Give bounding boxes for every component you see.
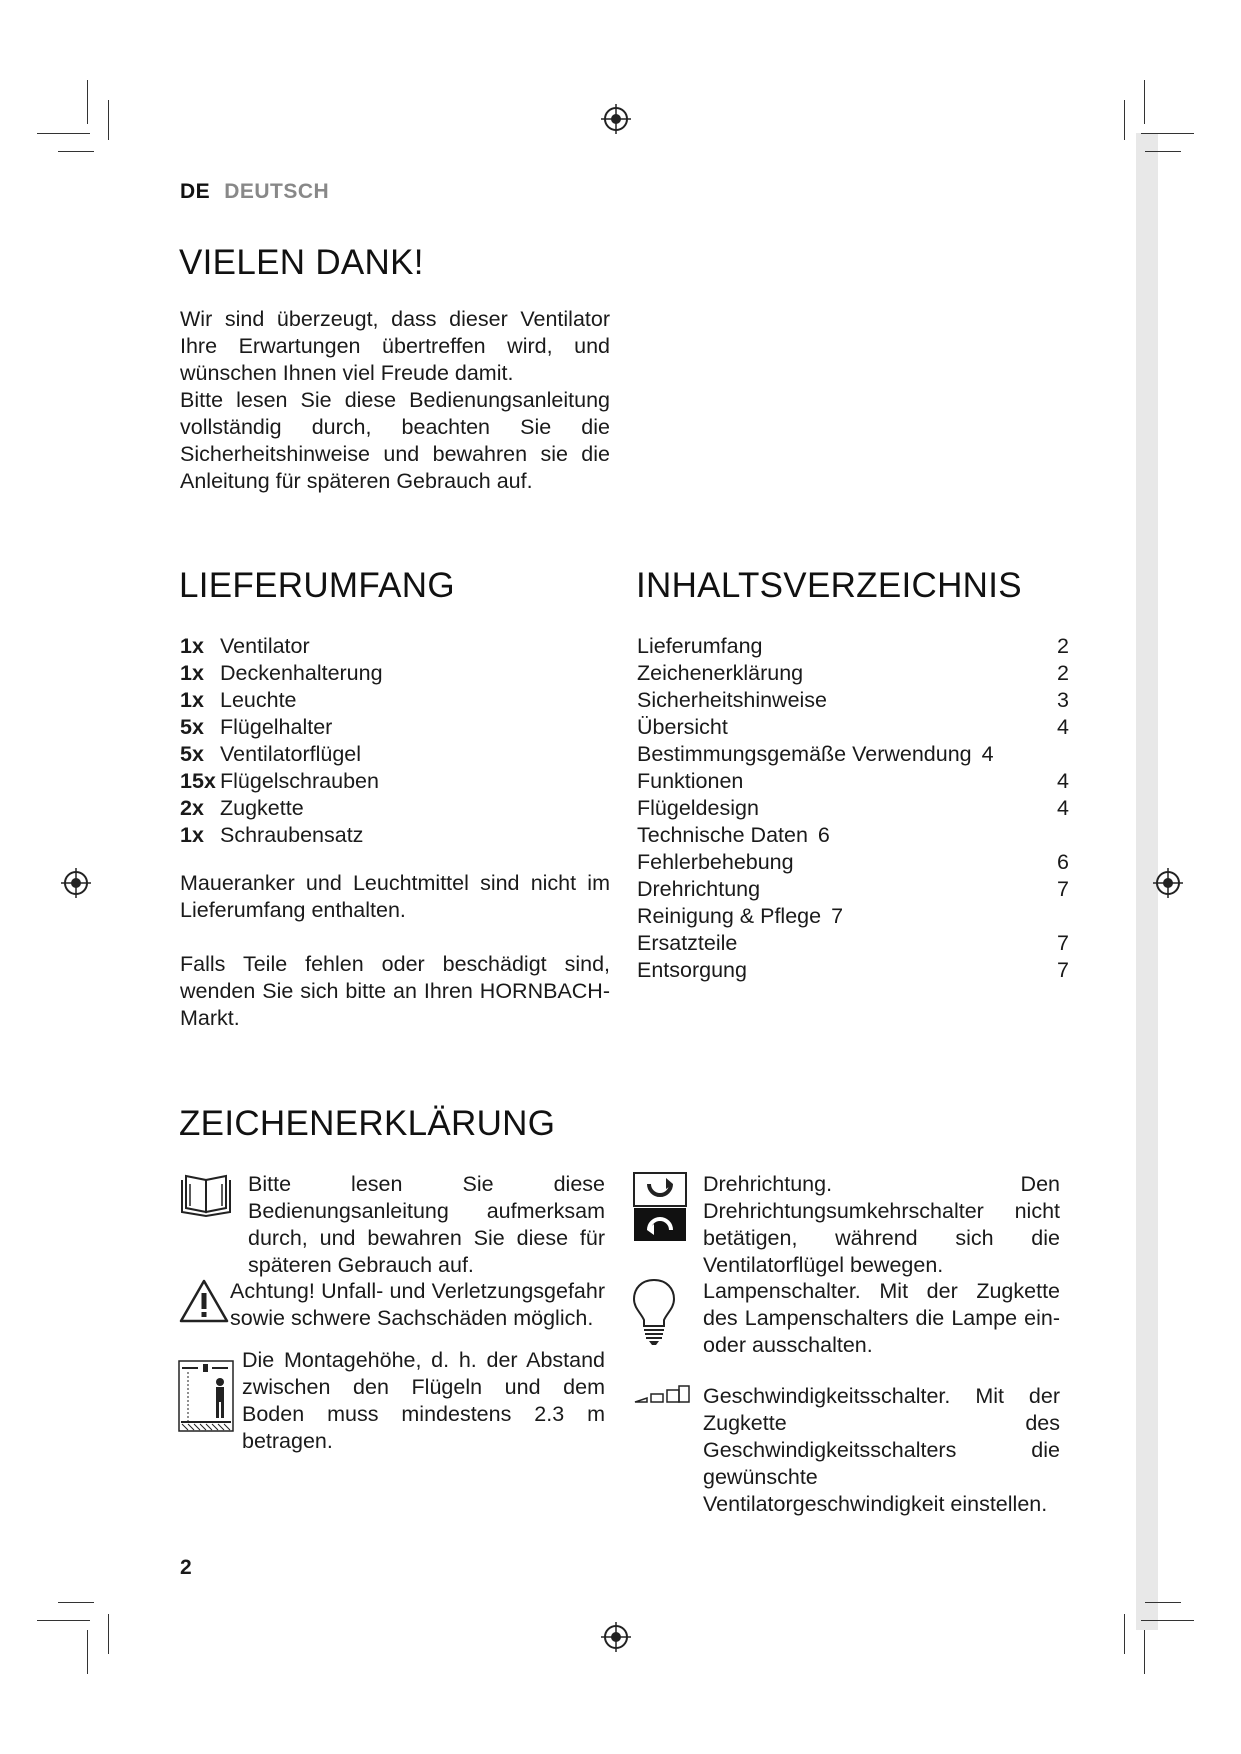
toc-list	[637, 633, 1069, 984]
delivery-title: LIEFERUMFANG	[179, 566, 455, 605]
toc-title: INHALTSVERZEICHNIS	[636, 566, 1022, 605]
list-item: 1x Deckenhalterung	[180, 661, 383, 685]
delivery-list	[180, 633, 600, 849]
registration-mark-icon	[61, 868, 91, 898]
toc-entry[interactable]: Reinigung & Pflege 7	[637, 904, 844, 928]
legend-text-rotation: Drehrichtung. Den Drehrichtungsumkehrschalter nicht betätigen, während sich die Ventilatorflügel bewegen.	[703, 1172, 1060, 1277]
list-item: 5x Flügelhalter	[180, 715, 333, 739]
toc-entry[interactable]: Zeichenerklärung 2	[637, 661, 1069, 685]
delivery-note-1: Maueranker und Leuchtmittel sind nicht im Lieferumfang enthalten.	[180, 871, 610, 922]
toc-entry[interactable]: Funktionen 4	[637, 769, 1069, 793]
book-icon	[178, 1172, 234, 1220]
light-bulb-icon	[632, 1278, 676, 1346]
toc-entry[interactable]: Fehlerbehebung 6	[637, 850, 1069, 874]
thanks-paragraph-2: Bitte lesen Sie diese Bedienungsanleitung vollständig durch, beachten Sie die Sicherheitshinweise und bewahren sie die Anleitung für späteren Gebrauch auf.	[180, 388, 610, 493]
legend-text-mounting-height: Die Montagehöhe, d. h. der Abstand zwischen den Flügeln und dem Boden muss mindestens 2.3 m betragen.	[242, 1348, 605, 1453]
speed-switch-icon	[633, 1384, 691, 1404]
language-header	[180, 180, 329, 204]
legend-text-light: Lampenschalter. Mit der Zugkette des Lampenschalters die Lampe ein- oder ausschalten.	[703, 1279, 1060, 1357]
delivery-note-2: Falls Teile fehlen oder beschädigt sind, wenden Sie sich bitte an Ihren HORNBACH-Markt.	[180, 952, 610, 1030]
legend-text-warning: Achtung! Unfall- und Verletzungsgefahr sowie schwere Sachschäden möglich.	[230, 1279, 605, 1330]
list-item: 1x Leuchte	[180, 688, 297, 712]
toc-entry[interactable]: Entsorgung 7	[637, 958, 1069, 982]
rotation-direction-icon	[633, 1172, 687, 1242]
list-item: 5x Ventilatorflügel	[180, 742, 362, 766]
toc-entry[interactable]: Technische Daten 6	[637, 823, 830, 847]
registration-mark-icon	[1153, 868, 1183, 898]
language-code: DE	[180, 180, 211, 203]
registration-mark-icon	[601, 104, 631, 134]
warning-triangle-icon	[178, 1278, 230, 1324]
legend-title: ZEICHENERKLÄRUNG	[179, 1104, 556, 1143]
mounting-height-icon	[178, 1360, 234, 1432]
list-item: 1x Schraubensatz	[180, 823, 364, 847]
list-item: 1x Ventilator	[180, 634, 310, 658]
toc-entry[interactable]: Bestimmungsgemäße Verwendung 4	[637, 742, 994, 766]
toc-entry[interactable]: Ersatzteile 7	[637, 931, 1069, 955]
thanks-title: VIELEN DANK!	[179, 243, 424, 282]
language-name: DEUTSCH	[224, 180, 330, 203]
legend-text-book: Bitte lesen Sie diese Bedienungsanleitung aufmerksam durch, und bewahren Sie diese für späteren Gebrauch auf.	[248, 1172, 605, 1277]
toc-entry[interactable]: Sicherheitshinweise 3	[637, 688, 1069, 712]
toc-entry[interactable]: Flügeldesign 4	[637, 796, 1069, 820]
list-item: 15x Flügelschrauben	[180, 769, 379, 793]
toc-entry[interactable]: Lieferumfang 2	[637, 634, 1069, 658]
toc-entry[interactable]: Übersicht 4	[637, 715, 1069, 739]
thanks-text	[180, 306, 610, 495]
legend-text-speed: Geschwindigkeitsschalter. Mit der Zugkette des Geschwindigkeitsschalters die gewünschte Ventilatorgeschwindigkeit einstellen.	[703, 1384, 1060, 1516]
list-item: 2x Zugkette	[180, 796, 304, 820]
page-number: 2	[180, 1556, 192, 1579]
thanks-paragraph-1: Wir sind überzeugt, dass dieser Ventilator Ihre Erwartungen übertreffen wird, und wünschen Ihnen viel Freude damit.	[180, 307, 610, 385]
registration-mark-icon	[601, 1622, 631, 1652]
toc-entry[interactable]: Drehrichtung 7	[637, 877, 1069, 901]
